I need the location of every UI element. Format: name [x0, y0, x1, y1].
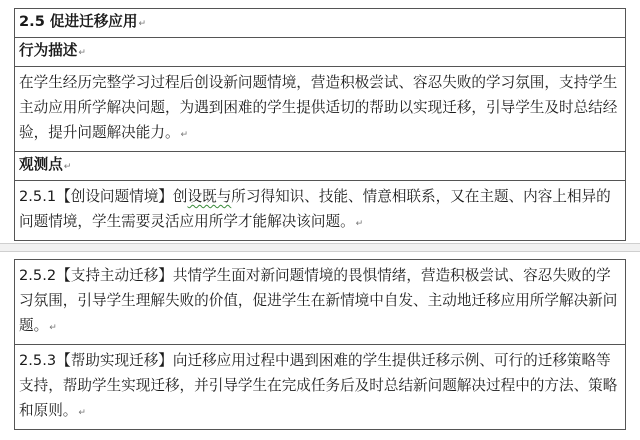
observation-point-1-text: 创 [172, 188, 188, 205]
spelling-squiggle: 设既与 [187, 188, 232, 205]
section-title-row [15, 9, 626, 38]
observation-point-3-cell[interactable] [15, 345, 626, 430]
observation-point-1-text-rest: 所习得知识、技能、情意相联系，又在主题、内容上相异的问题情境，学生需要灵活应用所学才能解决该问题。 [19, 188, 611, 230]
section-title: 2.5 促进迁移应用 [19, 13, 138, 30]
indicator-table-part-2 [14, 259, 626, 430]
behavior-description: 在学生经历完整学习过程后创设新问题情境，营造积极尝试、容忍失败的学习氛围，支持学生主动应用所学解决问题，为遇到困难的学生提供适切的帮助以实现迁移，引导学生及时总结经验，提升问题解决能力。 [19, 74, 618, 141]
observation-heading-row [15, 152, 626, 181]
observation-heading: 观测点 [19, 156, 63, 173]
observation-point-1-cell[interactable] [15, 181, 626, 241]
indicator-table-part-1 [14, 8, 626, 241]
observation-point-3-label: 2.5.3【帮助实现迁移】 [19, 352, 173, 369]
paragraph-mark: ↵ [180, 130, 189, 140]
observation-point-3-text: 向迁移应用过程中遇到困难的学生提供迁移示例、可行的迁移策略等支持，帮助学生实现迁移，并引导学生在完成任务后及时总结新问题解决过程中的方法、策略和原则。 [19, 352, 618, 419]
behavior-description-cell[interactable] [15, 67, 626, 152]
paragraph-mark: ↵ [78, 408, 86, 418]
behavior-heading-row [15, 38, 626, 67]
paragraph-mark: ↵ [49, 323, 57, 333]
behavior-heading: 行为描述 [19, 42, 78, 59]
observation-point-row [15, 345, 626, 430]
observation-point-row [15, 181, 626, 241]
paragraph-mark: ↵ [63, 162, 72, 172]
paragraph-mark: ↵ [78, 48, 86, 58]
paragraph-mark: ↵ [355, 219, 364, 229]
behavior-heading-cell[interactable] [15, 38, 626, 67]
observation-point-row [15, 260, 626, 345]
behavior-description-row [15, 67, 626, 152]
paragraph-mark: ↵ [138, 19, 147, 29]
observation-point-2-text: 共情学生面对新问题情境的畏惧情绪，营造积极尝试、容忍失败的学习氛围，引导学生理解失败的价值，促进学生在新情境中自发、主动地迁移应用所学解决新问题。 [19, 267, 618, 334]
observation-point-1-label: 2.5.1【创设问题情境】 [19, 188, 173, 205]
section-title-cell[interactable] [15, 9, 626, 38]
observation-point-2-cell[interactable] [15, 260, 626, 345]
observation-point-2-label: 2.5.2【支持主动迁移】 [19, 267, 173, 284]
page-break-separator [0, 243, 640, 252]
observation-heading-cell[interactable] [15, 152, 626, 181]
